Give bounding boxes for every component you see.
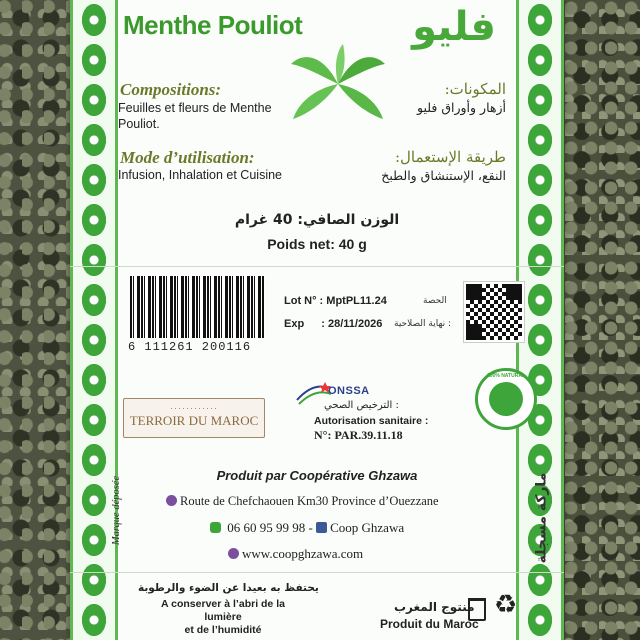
usage-heading-ar: طريقة الإستعمال: [394, 148, 506, 166]
contact-separator: - [305, 520, 317, 535]
lot-label: Lot N° : [284, 295, 324, 307]
qr-code[interactable] [464, 282, 524, 342]
trademark-fr: Marque déposée [111, 475, 123, 546]
address-text: Route de Chefchaouen Km30 Province d’Ouezzane [180, 494, 439, 508]
leaf-icon [489, 382, 523, 416]
lot-value: MptPL11.24 [326, 295, 387, 307]
facebook-icon [316, 522, 327, 533]
compositions-heading-ar: المكونات: [444, 80, 506, 98]
barcode-number: 6 111261 200116 [128, 340, 252, 354]
mint-leaves-illustration [283, 44, 393, 124]
expiry-label-ar: نهاية الصلاحية : [394, 319, 452, 329]
product-name-fr: Menthe Pouliot [123, 10, 303, 40]
whatsapp-icon [210, 522, 221, 533]
authorization-number: N°: PAR.39.11.18 [314, 428, 403, 442]
product-name-ar: فليو [412, 4, 496, 50]
terroir-text: TERROIR DU MAROC [129, 413, 259, 428]
location-pin-icon [166, 495, 177, 506]
barcode [130, 276, 265, 338]
label-content [111, 0, 550, 640]
compositions-heading-fr: Compositions: [120, 80, 222, 99]
origin-ar: منتوج المغرب [394, 600, 475, 614]
terroir-dots: ············ [170, 403, 218, 413]
storage-instructions-fr [143, 598, 303, 637]
storage-instructions-ar: يحتفظ به بعيدا عن الضوء والرطوبة [138, 582, 319, 594]
producer-label: Produit par Coopérative Ghzawa [216, 468, 418, 483]
natural-badge-text: 100% NATURAL [487, 373, 525, 379]
facebook-page[interactable]: Coop Ghzawa [330, 520, 405, 535]
usage-text-ar: النقع، الإستنشاق والطبخ [381, 168, 506, 183]
producer-website [228, 546, 363, 562]
origin-fr: Produit du Maroc [380, 617, 479, 631]
trash-bin-icon [468, 598, 486, 621]
compositions-text-ar: أزهار وأوراق فليو [417, 100, 506, 115]
phone-number[interactable]: 06 60 95 99 98 [227, 520, 306, 535]
expiry-value: : 28/11/2026 [321, 318, 383, 330]
trademark-ar: ماركة مسجلة [533, 472, 550, 564]
terroir-du-maroc-badge [123, 398, 265, 438]
storage-line-2: et de l’humidité [184, 624, 262, 636]
producer-address [166, 494, 439, 509]
lot-number [284, 295, 387, 307]
recycle-icon: ♻ [494, 590, 518, 620]
globe-icon [228, 548, 239, 559]
onssa-name: ONSSA [328, 385, 370, 397]
net-weight-fr: Poids net: 40 g [267, 236, 367, 252]
usage-text-fr: Infusion, Inhalation et Cuisine [118, 168, 282, 182]
product-label [70, 0, 564, 640]
expiry-label: Exp [284, 318, 305, 330]
compositions-text-fr: Feuilles et fleurs de Menthe Pouliot. [118, 101, 272, 131]
lot-label-ar: الحصة [423, 296, 447, 306]
producer-contacts [210, 520, 404, 536]
dried-herbs-background-right [565, 0, 640, 640]
bottom-divider [70, 572, 564, 573]
usage-heading-fr: Mode d’utilisation: [120, 148, 255, 167]
expiry-date [284, 318, 382, 330]
authorization-label-fr: Autorisation sanitaire : [314, 415, 429, 427]
storage-line-1: A conserver à l’abri de la lumière [161, 598, 285, 623]
website-link[interactable]: www.coopghzawa.com [242, 546, 364, 561]
natural-badge [475, 368, 537, 430]
authorization-label-ar: الترخيص الصحي : [324, 400, 399, 411]
divider [70, 266, 564, 267]
net-weight-ar: الوزن الصافي: 40 غرام [234, 212, 400, 228]
